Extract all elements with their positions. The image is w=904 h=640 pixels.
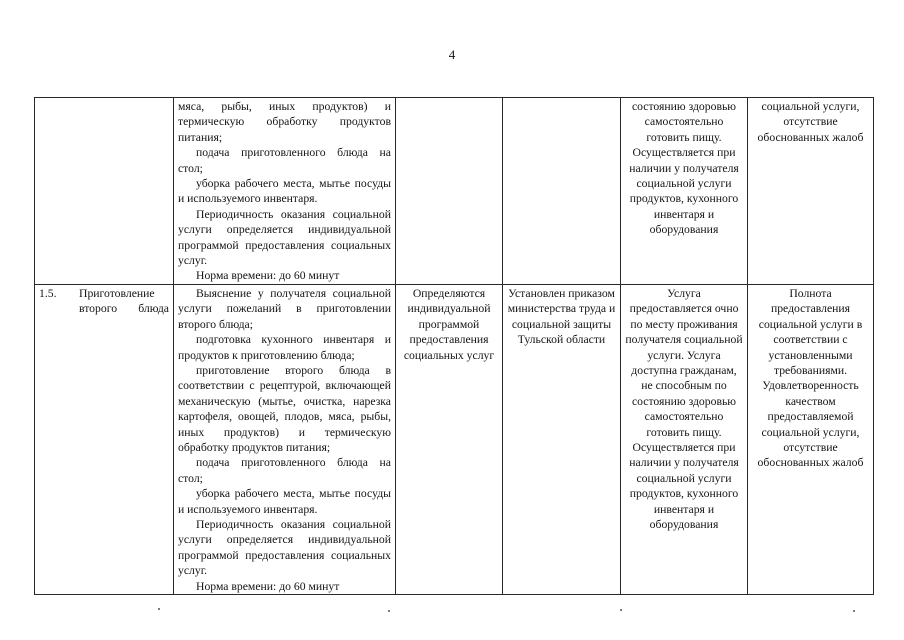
service-number-name-cell <box>35 284 174 594</box>
page-number: 4 <box>448 47 456 62</box>
provider-cell <box>503 98 621 285</box>
cost-cell <box>396 98 503 285</box>
conditions-cell: Услуга предоставляется очно по месту проживания получателя социальной услуги. Услуга доступна гражданам, не способным по состоянию здоровью самостоятельно готовить пищу. Осуществляется при наличии у получателя социальной услуги продуктов, кухонного инвентаря и оборудования <box>621 284 748 594</box>
description-paragraph: подготовка кухонного инвентаря и продуктов к приготовлению блюда; <box>178 333 391 362</box>
service-description-cell <box>174 284 396 594</box>
description-paragraph: Периодичность оказания социальной услуги определяется индивидуальной программой предоставления социальных услуг. <box>178 517 391 578</box>
description-paragraph: Норма времени: до 60 минут <box>196 579 340 593</box>
service-number: 1.5. <box>39 286 57 300</box>
table-row <box>35 98 874 285</box>
description-paragraph: приготовление второго блюда в соответствии с рецептурой, включающей механическую (мытье, очистка, нарезка картофеля, овощей, плодов, мяса, рыбы, иных продуктов) и термическую обработку продуктов питания; <box>178 363 391 454</box>
description-paragraph: Норма времени: до 60 минут <box>196 269 340 283</box>
service-name: Приготовление второго блюда <box>79 286 169 316</box>
cost-cell: Определяются индивидуальной программой предоставления социальных услуг <box>396 284 503 594</box>
description-paragraph: уборка рабочего места, мытье посуды и используемого инвентаря. <box>178 487 391 516</box>
description-paragraph: Выяснение у получателя социальной услуги пожеланий в приготовлении второго блюда; <box>178 286 391 331</box>
services-table <box>34 97 874 595</box>
scan-speck <box>853 610 855 612</box>
conditions-cell: состоянию здоровью самостоятельно готовить пищу. Осуществляется при наличии у получателя социальной услуги продуктов, кухонного инвентаря и оборудования <box>621 98 748 285</box>
scan-speck <box>158 608 160 610</box>
service-description-cell <box>174 98 396 285</box>
scan-specks <box>0 604 904 614</box>
description-paragraph: уборка рабочего места, мытье посуды и используемого инвентаря. <box>178 177 391 206</box>
scan-speck <box>620 609 622 611</box>
table-row <box>35 284 874 594</box>
service-number-name-cell <box>35 98 174 285</box>
description-paragraph: подача приготовленного блюда на стол; <box>178 456 391 485</box>
provider-cell: Установлен приказом министерства труда и социальной защиты Тульской области <box>503 284 621 594</box>
description-paragraph: Периодичность оказания социальной услуги определяется индивидуальной программой предоставления социальных услуг. <box>178 207 391 268</box>
scan-speck <box>388 610 390 612</box>
quality-cell: социальной услуги, отсутствие обоснованных жалоб <box>748 98 874 285</box>
description-paragraph: мяса, рыбы, иных продуктов) и термическую обработку продуктов питания; <box>178 100 391 144</box>
quality-cell: Полнота предоставления социальной услуги в соответствии с установленными требованиями. Удовлетворенность качеством предоставляемой социальной услуги, отсутствие обоснованных жалоб <box>748 284 874 594</box>
description-paragraph: подача приготовленного блюда на стол; <box>178 146 391 175</box>
